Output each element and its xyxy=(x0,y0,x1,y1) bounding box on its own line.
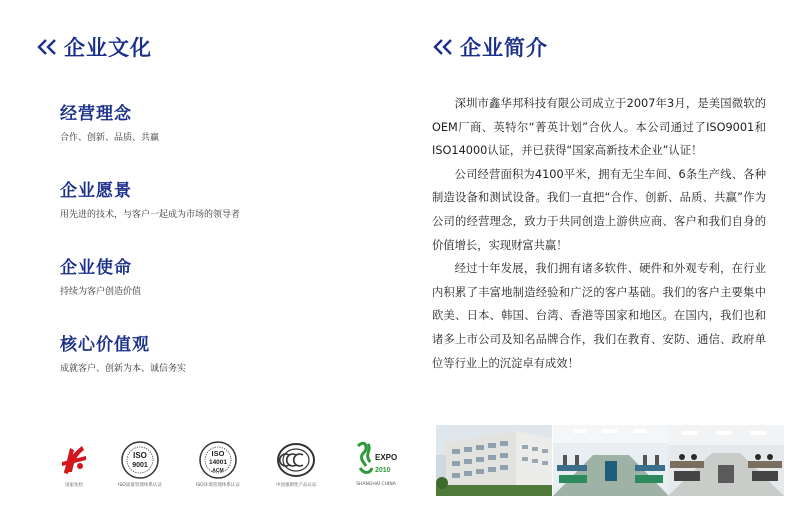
expo-year: 2010 xyxy=(375,467,391,474)
china-quality-mark xyxy=(58,440,90,488)
block-title: 企业愿景 xyxy=(60,181,132,201)
culture-heading xyxy=(36,32,152,62)
svg-text:9001: 9001 xyxy=(132,462,148,469)
intro-paragraph: 经过十年发展，我们拥有诸多软件、硬件和外观专利，在行业内积累了丰富地制造经验和广泛的客户基础。我们的客户主要集中欧美、日本、韩国、台湾、香港等国家和地区。在国内，我们也和诸多上市公司及知名品牌合作，我们在教育、安防、通信、政府单位等行业上的沉淀卓有成效！ xyxy=(432,262,766,370)
cert-caption: 国家免检 xyxy=(65,483,83,488)
cert-caption: ISO质量管理体系认证 xyxy=(118,483,162,488)
block-desc: 合作、创新、品质、共赢 xyxy=(60,133,160,143)
double-chevron-left-icon xyxy=(36,38,58,56)
china-quality-mark-icon xyxy=(58,440,90,480)
cert-caption: 中国强制性产品认证 xyxy=(276,483,317,488)
iso14001-icon xyxy=(198,440,238,480)
vision-block xyxy=(60,176,240,220)
iso14001-cert xyxy=(196,440,240,488)
core-values-block xyxy=(60,330,186,374)
production-line-photo xyxy=(668,425,784,496)
intro-paragraph: 公司经营面积为4100平米，拥有无尘车间、6条生产线、各种制造设备和测试设备。我们一直把“合作、创新、品质、共赢”作为公司的经营理念，致力于共同创造上游供应商、客户和我们自身的价值增长，实现财富共赢！ xyxy=(432,167,766,252)
business-philosophy-block xyxy=(60,99,159,143)
cert-caption: ISO环境管理体系认证 xyxy=(196,483,240,488)
double-chevron-left-icon xyxy=(432,38,454,56)
svg-text:ISO: ISO xyxy=(132,451,147,460)
expo-logo xyxy=(354,440,398,487)
block-desc: 成就客户、创新为本、诚信务实 xyxy=(60,364,187,374)
intro-heading xyxy=(432,32,548,62)
culture-title: 企业文化 xyxy=(64,36,152,60)
intro-paragraph: 深圳市鑫华邦科技有限公司成立于2007年3月，是美国微软的OEM厂商、英特尔“菁英计划”合伙人。本公司通过了ISO9001和ISO14000认证，并已获得“国家高新技术企业”认证！ xyxy=(432,97,766,158)
svg-text:14001: 14001 xyxy=(208,459,227,466)
cert-caption: SHANGHAI CHINA xyxy=(356,482,396,487)
mission-block xyxy=(60,253,141,297)
ccc-cert xyxy=(276,440,317,488)
block-desc: 持续为客户创造价值 xyxy=(60,287,142,297)
dust-free-workshop-photo xyxy=(553,425,669,496)
svg-text:ACM: ACM xyxy=(212,468,224,474)
block-title: 核心价值观 xyxy=(60,335,150,355)
svg-text:ISO: ISO xyxy=(211,449,225,458)
block-title: 企业使命 xyxy=(60,258,132,278)
block-desc: 用先进的技术，与客户一起成为市场的领导者 xyxy=(60,210,241,220)
intro-title: 企业简介 xyxy=(460,36,548,60)
factory-building-photo xyxy=(436,425,552,496)
company-intro xyxy=(432,92,766,375)
block-title: 经营理念 xyxy=(60,104,132,124)
iso9001-cert xyxy=(118,440,162,488)
expo-icon xyxy=(354,440,398,480)
ccc-icon xyxy=(276,440,316,480)
iso9001-icon xyxy=(120,440,160,480)
expo-word: EXPO xyxy=(375,453,398,462)
